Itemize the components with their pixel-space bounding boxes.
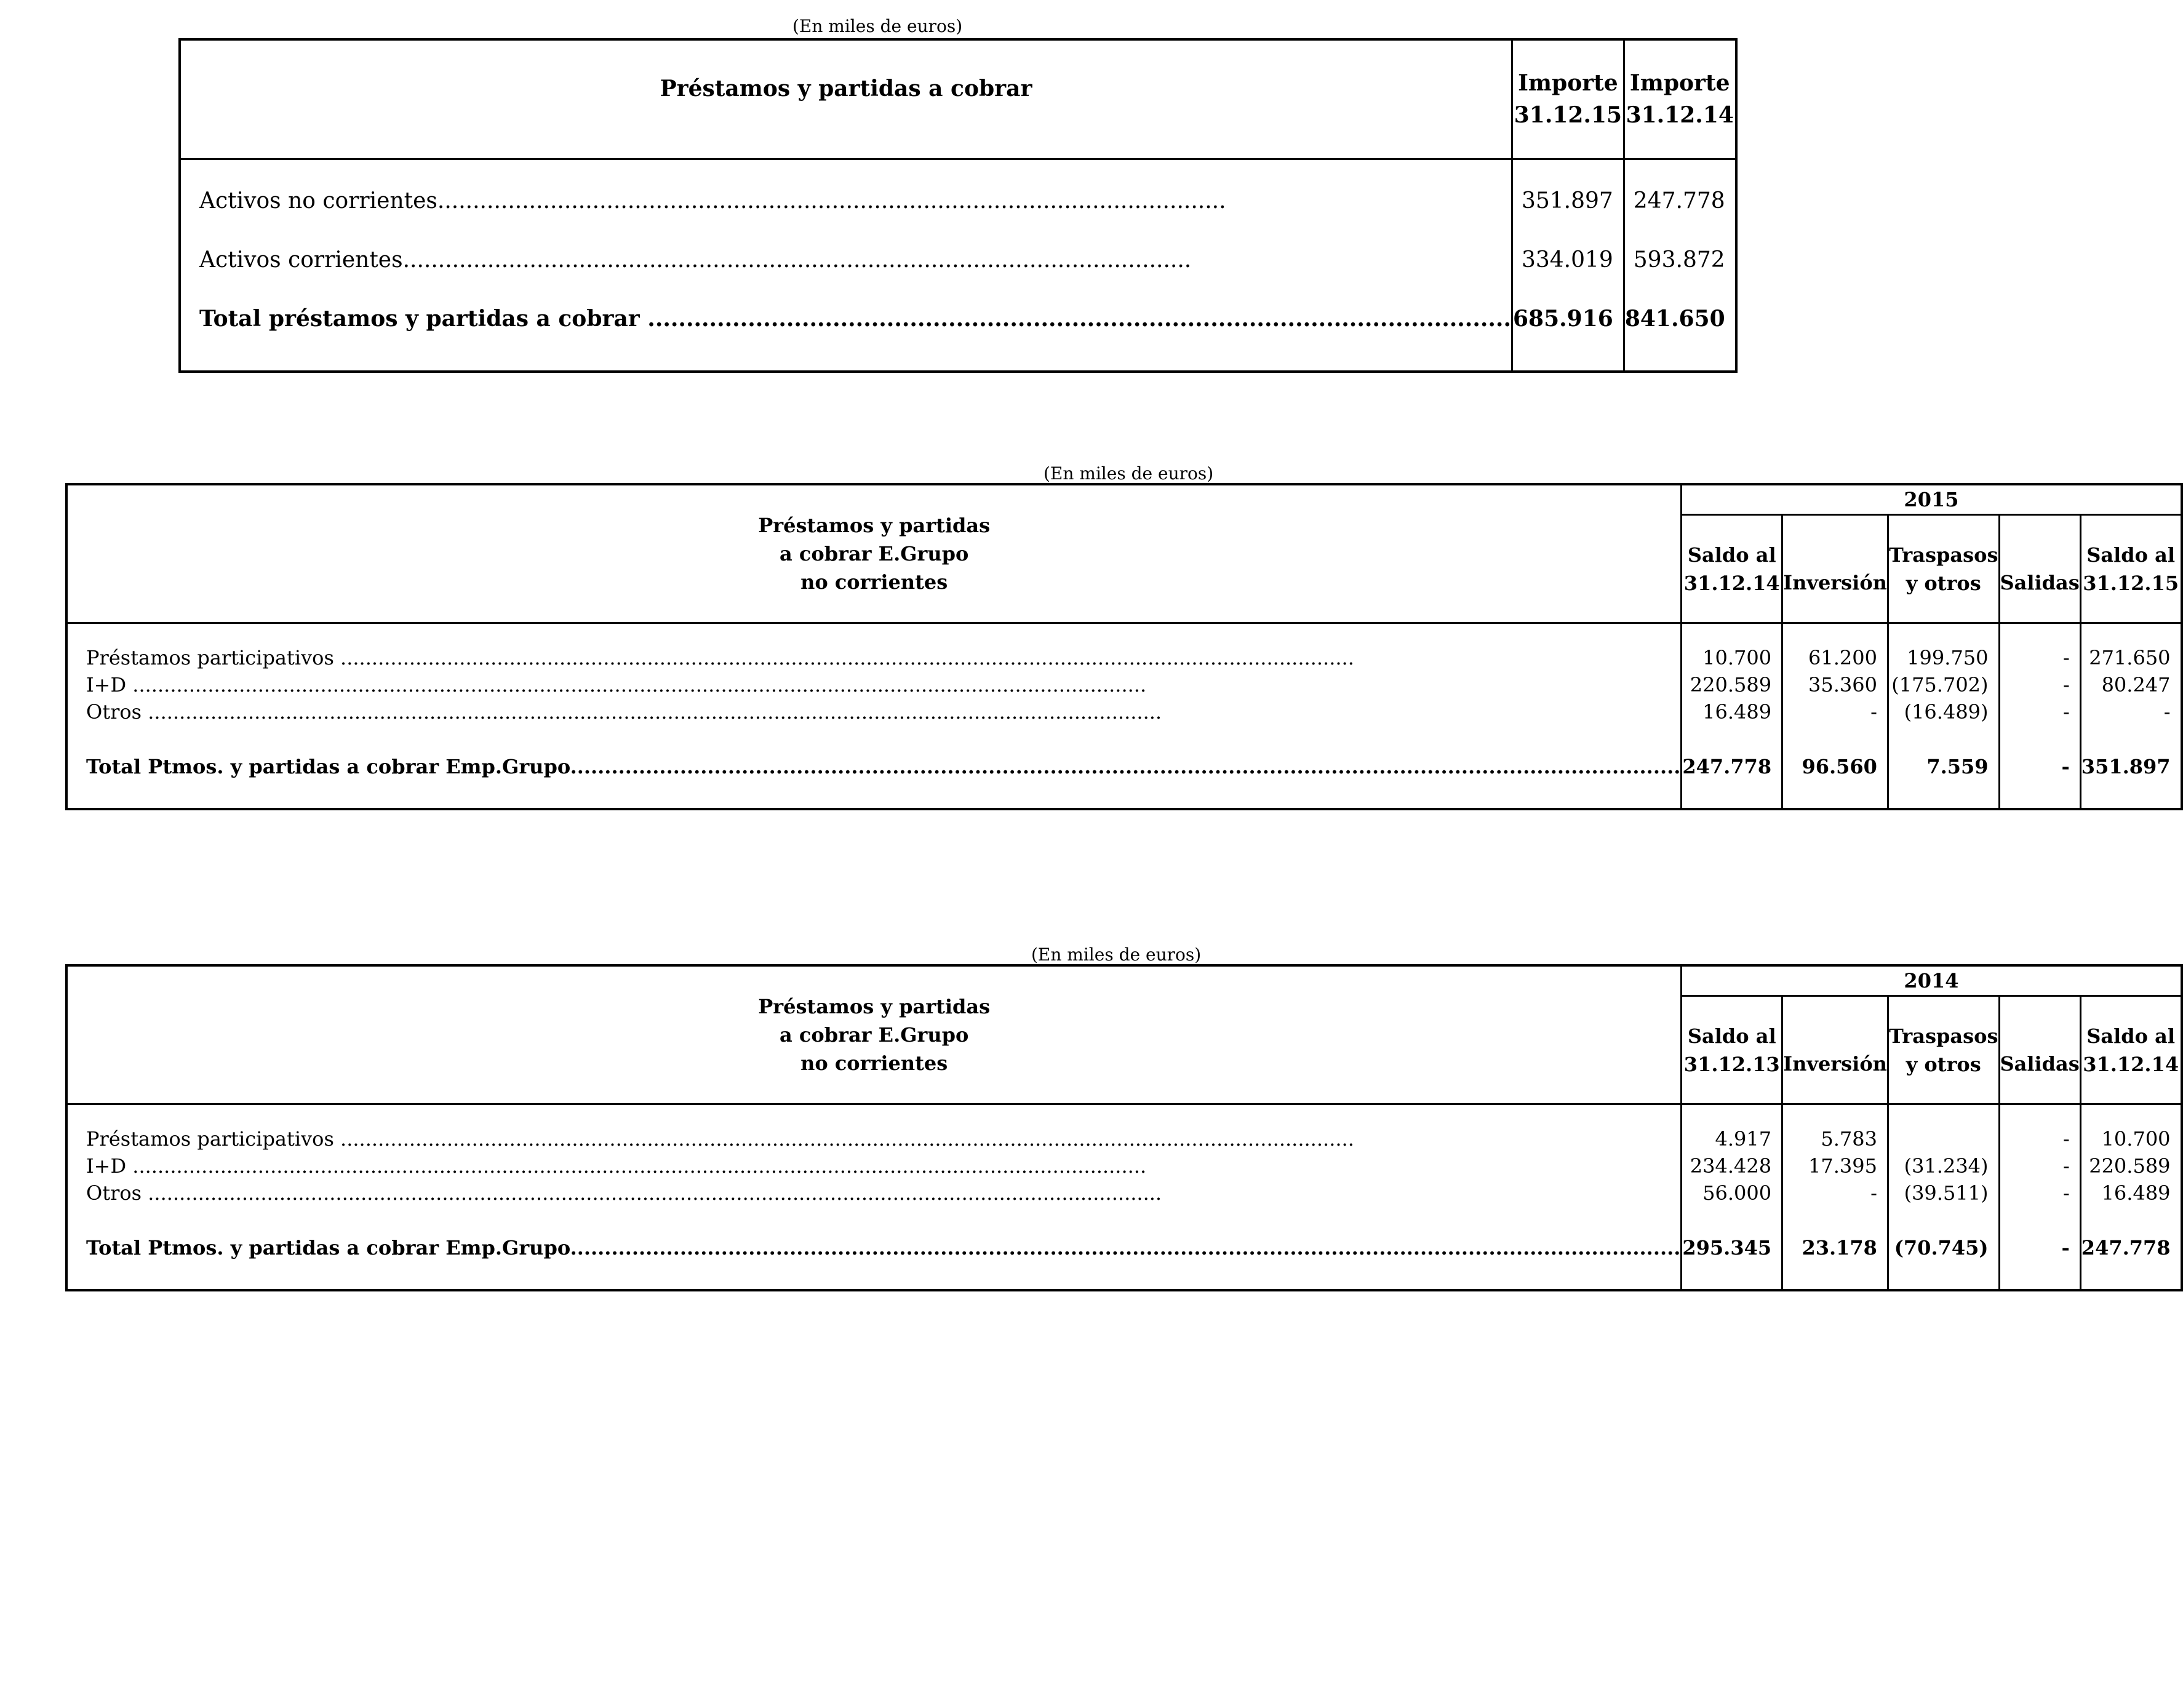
- table-row: [66, 644, 2182, 671]
- col-header: Salidas: [1999, 996, 2080, 1104]
- cell-value: 271.650: [2080, 644, 2181, 671]
- row-label: Préstamos participativos ..................................................................................................................................................................: [86, 1127, 1354, 1151]
- cell-value: -: [1999, 644, 2080, 671]
- cell-value: 56.000: [1682, 1179, 1782, 1207]
- table-row: [66, 1125, 2182, 1152]
- cell-value: 841.650: [1624, 289, 1736, 348]
- cell-value: 80.247: [2080, 671, 2181, 698]
- col-header: Traspasos y otros: [1888, 515, 1999, 623]
- cell-value: 7.559: [1888, 752, 1999, 781]
- cell-value: [1888, 1125, 1999, 1152]
- cell-value: (31.234): [1888, 1152, 1999, 1179]
- cell-value: 4.917: [1682, 1125, 1782, 1152]
- cell-value: (175.702): [1888, 671, 1999, 698]
- total-label: Total Ptmos. y partidas a cobrar Emp.Grupo..................................................................................................................................................................: [86, 754, 1681, 778]
- cell-value: -: [1999, 671, 2080, 698]
- cell-value: 61.200: [1782, 644, 1888, 671]
- row-label: Activos no corrientes................................................................................................................: [199, 188, 1226, 214]
- col-header: Saldo al 31.12.14: [2080, 996, 2181, 1104]
- cell-value: 10.700: [2080, 1125, 2181, 1152]
- table2-year: 2015: [1682, 484, 2182, 515]
- col-header: Inversión: [1782, 515, 1888, 623]
- cell-value: -: [2080, 698, 2181, 725]
- col-header: Saldo al 31.12.14: [1682, 515, 1782, 623]
- col-header: Saldo al 31.12.13: [1682, 996, 1782, 1104]
- col-header: Salidas: [1999, 515, 2080, 623]
- cell-value: -: [1999, 698, 2080, 725]
- loans-receivable-table: [178, 38, 1738, 373]
- cell-value: 334.019: [1512, 230, 1624, 289]
- table-row: [66, 1179, 2182, 1207]
- cell-value: -: [1999, 1234, 2080, 1262]
- col-header: Traspasos y otros: [1888, 996, 1999, 1104]
- unit-note-2: (En miles de euros): [1044, 463, 1214, 484]
- group-loans-2015-table: [65, 483, 2183, 810]
- cell-value: 234.428: [1682, 1152, 1782, 1179]
- table-row: [66, 1152, 2182, 1179]
- cell-value: 247.778: [1682, 752, 1782, 781]
- table-row: [66, 698, 2182, 725]
- row-label: I+D ..................................................................................................................................................................: [86, 672, 1147, 696]
- cell-value: 16.489: [2080, 1179, 2181, 1207]
- cell-value: 96.560: [1782, 752, 1888, 781]
- table-row: [180, 171, 1736, 230]
- group-loans-2014-table: [65, 964, 2183, 1291]
- table3-title: Préstamos y partidas a cobrar E.Grupo no corrientes: [66, 965, 1682, 1104]
- cell-value: 16.489: [1682, 698, 1782, 725]
- col-header: Inversión: [1782, 996, 1888, 1104]
- table-row: [180, 230, 1736, 289]
- cell-value: 351.897: [2080, 752, 2181, 781]
- cell-value: -: [1999, 1179, 2080, 1207]
- cell-value: (16.489): [1888, 698, 1999, 725]
- row-label: Otros ..................................................................................................................................................................: [86, 1181, 1162, 1205]
- cell-value: 295.345: [1682, 1234, 1782, 1262]
- cell-value: 351.897: [1512, 171, 1624, 230]
- cell-value: -: [1999, 752, 2080, 781]
- table1-col-2015: Importe 31.12.15: [1512, 39, 1624, 159]
- row-label: Activos corrientes................................................................................................................: [199, 247, 1192, 273]
- cell-value: 220.589: [2080, 1152, 2181, 1179]
- cell-value: (39.511): [1888, 1179, 1999, 1207]
- cell-value: -: [1999, 1125, 2080, 1152]
- unit-note-3: (En miles de euros): [1031, 944, 1202, 965]
- cell-value: (70.745): [1888, 1234, 1999, 1262]
- row-label: I+D ..................................................................................................................................................................: [86, 1154, 1147, 1178]
- cell-value: 17.395: [1782, 1152, 1888, 1179]
- total-row: [66, 1234, 2182, 1262]
- table3-year: 2014: [1682, 965, 2182, 996]
- total-row: [66, 752, 2182, 781]
- table1-title: Préstamos y partidas a cobrar: [660, 76, 1032, 102]
- cell-value: 35.360: [1782, 671, 1888, 698]
- cell-value: 593.872: [1624, 230, 1736, 289]
- cell-value: 220.589: [1682, 671, 1782, 698]
- cell-value: 247.778: [1624, 171, 1736, 230]
- cell-value: -: [1782, 698, 1888, 725]
- cell-value: -: [1782, 1179, 1888, 1207]
- table1-col-2014: Importe 31.12.14: [1624, 39, 1736, 159]
- table2-title: Préstamos y partidas a cobrar E.Grupo no corrientes: [66, 484, 1682, 623]
- row-label: Préstamos participativos ..................................................................................................................................................................: [86, 645, 1354, 669]
- row-label: Otros ..................................................................................................................................................................: [86, 700, 1162, 724]
- cell-value: 685.916: [1512, 289, 1624, 348]
- table-row: [66, 671, 2182, 698]
- col-header: Saldo al 31.12.15: [2080, 515, 2181, 623]
- cell-value: -: [1999, 1152, 2080, 1179]
- cell-value: 23.178: [1782, 1234, 1888, 1262]
- total-label: Total préstamos y partidas a cobrar ................................................................................................................: [199, 306, 1511, 332]
- total-label: Total Ptmos. y partidas a cobrar Emp.Grupo..................................................................................................................................................................: [86, 1235, 1681, 1259]
- cell-value: 199.750: [1888, 644, 1999, 671]
- cell-value: 247.778: [2080, 1234, 2181, 1262]
- cell-value: 5.783: [1782, 1125, 1888, 1152]
- total-row: [180, 289, 1736, 348]
- unit-note-1: (En miles de euros): [792, 16, 963, 36]
- cell-value: 10.700: [1682, 644, 1782, 671]
